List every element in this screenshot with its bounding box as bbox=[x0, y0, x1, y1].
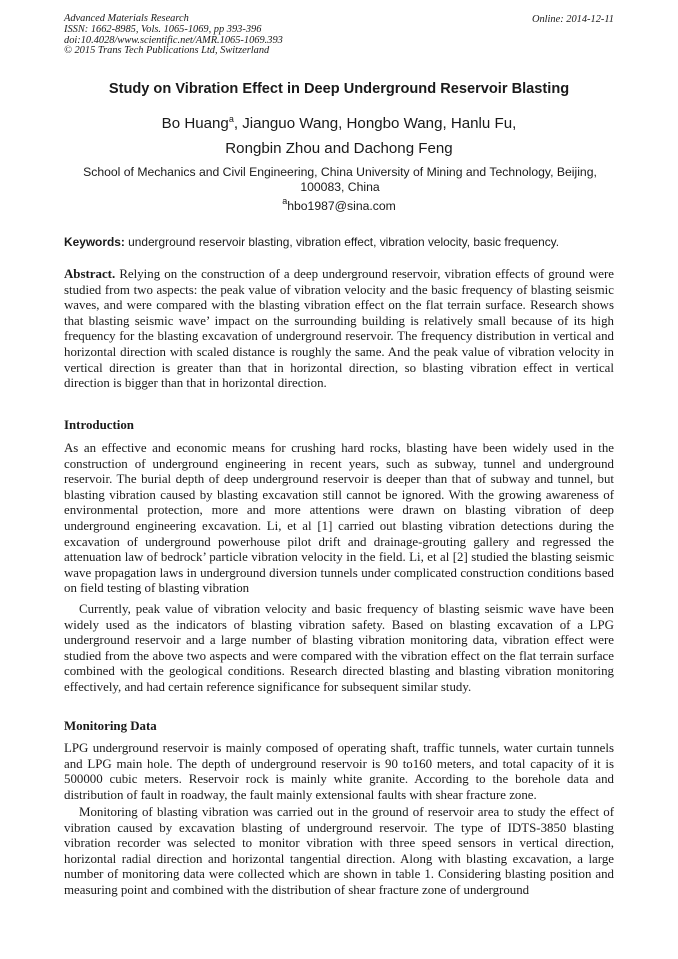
other-authors: , Jianguo Wang, Hongbo Wang, Hanlu Fu, bbox=[233, 115, 517, 132]
online-date: Online: 2014-12-11 bbox=[531, 14, 614, 25]
abstract-text: Relying on the construction of a deep underground reservoir, vibration effects of ground were studied from two aspects: the peak value of vibration velocity and the basic frequency of blasting seismic waves, and were compared with the blasting vibration effect on the flat terrain surface. Research shows that blasting seismic wave’ impact on the surrounding building is relatively small because of its high frequency for the blasting excavation of underground reservoir. The frequency distribution in vertical and horizontal direction with scaled distance is roughly the same. And the peak value of vibration velocity in vertical direction is greater than that in horizontal direction, so blasting vibration effect in vertical direction is bigger than that in horizontal direction. bbox=[64, 267, 614, 391]
monitoring-heading: Monitoring Data bbox=[64, 719, 157, 733]
email-line bbox=[0, 196, 678, 213]
email-affil-mark: a bbox=[282, 196, 288, 206]
journal-info bbox=[64, 14, 283, 57]
copyright-line: © 2015 Trans Tech Publications Ltd, Switzerland bbox=[64, 45, 270, 57]
email-address: hbo1987@sina.com bbox=[287, 199, 396, 213]
monitoring-paragraph-1: LPG underground reservoir is mainly composed of operating shaft, traffic tunnels, water curtain tunnels and LPG main hole. The depth of underground reservoir is 90 to160 meters, and total capacity of it is 500000 cubic meters. Reservoir rock is mainly white granite. According to the borehole data and distribution of fault in roadway, the fault mainly extensional faults with shear fracture zone. bbox=[64, 741, 614, 802]
first-author: Bo Huang bbox=[161, 115, 229, 132]
author-affil-mark: a bbox=[228, 114, 234, 124]
introduction-heading: Introduction bbox=[64, 418, 134, 432]
abstract-label: Abstract. bbox=[64, 267, 116, 281]
abstract bbox=[64, 267, 614, 392]
introduction-paragraph-2: Currently, peak value of vibration velocity and basic frequency of blasting seismic wave have been widely used as the indicators of blasting vibration safety. Based on blasting excavation of a LPG underground reservoir and a large number of blasting vibration monitoring data, vibration effect were studied from the above two aspects and were compared with the vibration effect on the flat terrain surface combined with the geological conditions. Research directed blasting and blasting vibration monitoring effectively, and had certain reference significance for subsequent similar study. bbox=[64, 602, 614, 694]
keywords bbox=[64, 235, 559, 249]
monitoring-paragraph-2: Monitoring of blasting vibration was carried out in the ground of reservoir area to study the effect of vibration caused by excavation blasting of underground reservoir. The type of IDTS-3850 blasting vibration recorder was selected to monitor vibration with three speed sensors in vertical direction, horizontal radial direction and horizontal tangential direction. Along with blasting excavation, a large number of monitoring data were collected which are shown in table 1. Considering blasting position and measuring point and combined with the distribution of shear fracture zone of underground bbox=[64, 805, 614, 897]
journal-name: Advanced Materials Research bbox=[64, 13, 189, 24]
keywords-label: Keywords: bbox=[64, 235, 125, 249]
authors-line-2: Rongbin Zhou and Dachong Feng bbox=[225, 140, 453, 157]
introduction-paragraph-1: As an effective and economic means for crushing hard rocks, blasting have been widely used in the construction of underground engineering in recent years, such as subway, tunnel and underground reservoir. The burial depth of deep underground reservoir is deeper than that of subway and tunnel, but blasting vibration caused by blasting excavation still cannot be ignored. With the growing awareness of environmental protection, more and more attentions were drawn on blasting vibration of deep underground engineering excavation. Li, et al [1] carried out blasting vibration detections during the excavation of underground powerhouse pilot drift and drainage-grouting gallery and regressed the attenuation law of bedrock’ particle vibration velocity in the field. Li, et al [2] studied the blasting seismic wave propagation laws in underground diversion tunnels under complicated construction conditions based on field testing of blasting vibration bbox=[64, 441, 614, 596]
authors-line-1 bbox=[0, 115, 678, 132]
doi-line: doi:10.4028/www.scientific.net/AMR.1065-1069.393 bbox=[64, 34, 283, 46]
keywords-text: underground reservoir blasting, vibration effect, vibration velocity, basic frequency. bbox=[128, 235, 560, 249]
paper-title: Study on Vibration Effect in Deep Underground Reservoir Blasting bbox=[108, 81, 570, 97]
issn-line: ISSN: 1662-8985, Vols. 1065-1069, pp 393-396 bbox=[64, 23, 262, 35]
affiliation: School of Mechanics and Civil Engineering, China University of Mining and Technology, Beijing, 100083, China bbox=[83, 165, 597, 194]
